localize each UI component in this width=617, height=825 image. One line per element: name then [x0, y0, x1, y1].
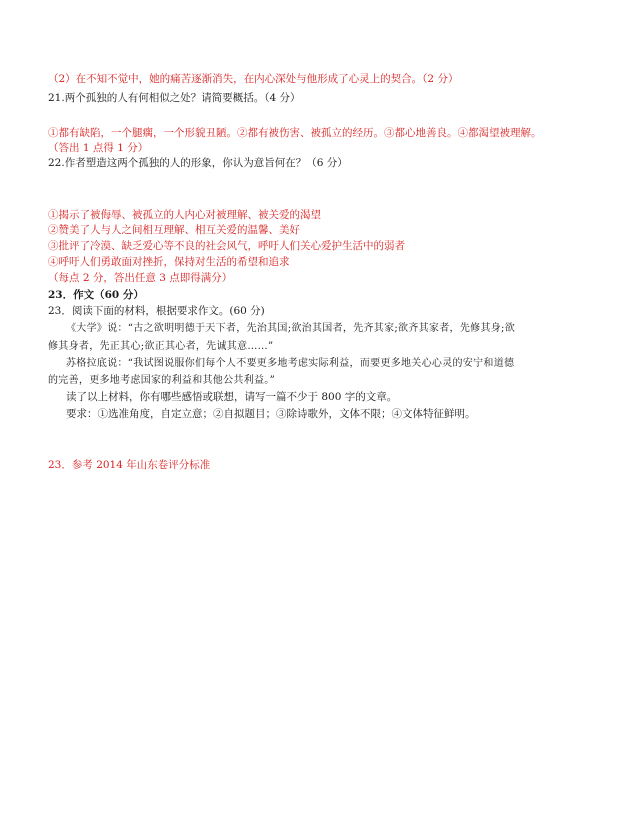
- question-22: 22.作者塑造这两个孤独的人的形象，你认为意旨何在？（6 分）: [48, 157, 348, 169]
- answer-21-scoring-note: （答出 1 点得 1 分）: [48, 142, 149, 154]
- answer-22-point-1: ①揭示了被侮辱、被孤立的人内心对被理解、被关爱的渴望: [48, 209, 321, 221]
- answer-22-point-4: ④呼吁人们勇敢面对挫折，保持对生活的希望和追求: [48, 256, 290, 268]
- quote-daxue-line-1: 《大学》说：“古之欲明明德于天下者，先治其国;欲治其国者，先齐其家;欲齐其家者，先修其身;欲: [66, 323, 516, 334]
- answer-22-scoring-note: （每点 2 分，答出任意 3 点即得满分）: [48, 272, 233, 284]
- writing-requirements: 要求：①选准角度，自定立意；②自拟题目；③除诗歌外，文体不限；④文体特征鲜明。: [66, 408, 476, 420]
- quote-socrates-line-2: 的完善，更多地考虑国家的利益和其他公共利益。”: [48, 375, 276, 386]
- quote-daxue-line-2: 修其身者，先正其心;欲正其心者，先诚其意……”: [48, 341, 274, 352]
- answer-23: 23．参考 2014 年山东卷评分标准: [48, 459, 211, 471]
- answer-22-point-3: ③批评了冷漠、缺乏爱心等不良的社会风气，呼吁人们关心爱护生活中的弱者: [48, 240, 405, 252]
- section-23-heading: 23．作文（60 分）: [48, 289, 144, 301]
- quote-socrates-line-1: 苏格拉底说：“我试图说服你们每个人不要更多地考虑实际利益，而要更多地关心心灵的安宁和道德: [66, 358, 515, 369]
- question-21: 21.两个孤独的人有何相似之处？请简要概括。（4 分）: [48, 92, 301, 104]
- question-23: 23．阅读下面的材料，根据要求作文。(60 分): [48, 305, 265, 317]
- writing-instruction: 读了以上材料，你有哪些感悟或联想，请写一篇不少于 800 字的文章。: [66, 391, 398, 403]
- answer-22-point-2: ②赞美了人与人之间相互理解、相互关爱的温馨、美好: [48, 224, 300, 236]
- answer-20-part2: （2）在不知不觉中，她的痛苦逐渐消失，在内心深处与他形成了心灵上的契合。（2 分）: [48, 73, 459, 85]
- answer-21: ①都有缺陷，一个腿瘸，一个形貌丑陋。②都有被伤害、被孤立的经历。③都心地善良。④都渴望被理解。: [48, 127, 542, 139]
